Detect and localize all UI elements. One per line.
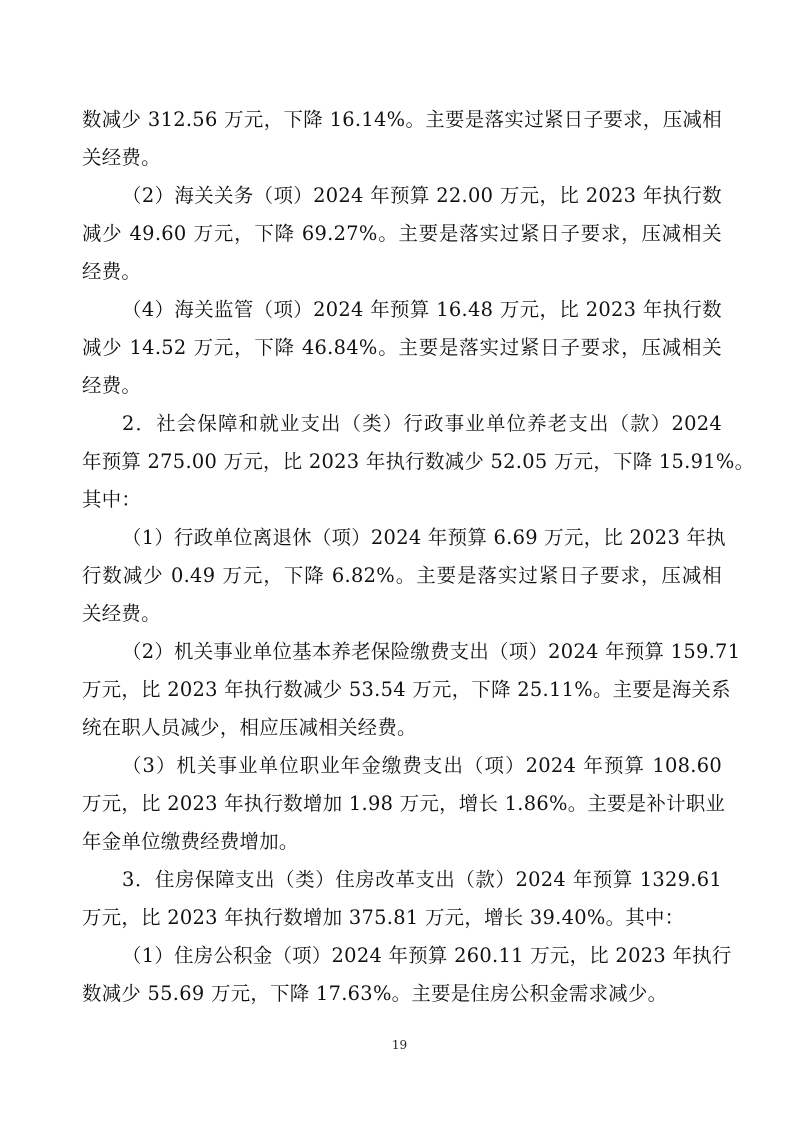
paragraph-line: 关经费。 <box>82 602 161 625</box>
paragraph-line: （2）机关事业单位基本养老保险缴费支出（项）2024 年预算 159.71 <box>122 640 741 663</box>
paragraph-line: 减少 49.60 万元，下降 69.27%。主要是落实过紧日子要求，压减相关 <box>82 222 722 245</box>
paragraph-line: 其中： <box>82 488 142 511</box>
section-heading-line: 3．住房保障支出（类）住房改革支出（款）2024 年预算 1329.61 <box>122 868 722 891</box>
paragraph-line: 减少 14.52 万元，下降 46.84%。主要是落实过紧日子要求，压减相关 <box>82 336 722 359</box>
section-heading-line: 2．社会保障和就业支出（类）行政事业单位养老支出（款）2024 <box>122 412 722 435</box>
paragraph-line: 经费。 <box>82 374 142 397</box>
paragraph-line: 关经费。 <box>82 146 161 169</box>
paragraph-line: 数减少 55.69 万元，下降 17.63%。主要是住房公积金需求减少。 <box>82 982 668 1005</box>
paragraph-line: （1）住房公积金（项）2024 年预算 260.11 万元，比 2023 年执行 <box>122 944 732 967</box>
paragraph-line: 统在职人员减少，相应压减相关经费。 <box>82 716 417 739</box>
paragraph-line: （4）海关监管（项）2024 年预算 16.48 万元，比 2023 年执行数 <box>122 298 722 321</box>
paragraph-line: 经费。 <box>82 260 142 283</box>
paragraph-line: 万元，比 2023 年执行数减少 53.54 万元，下降 25.11%。主要是海关系 <box>82 678 731 701</box>
paragraph-line: 年预算 275.00 万元，比 2023 年执行数减少 52.05 万元，下降 15.91%。 <box>82 450 755 473</box>
paragraph-line: （2）海关关务（项）2024 年预算 22.00 万元，比 2023 年执行数 <box>122 184 722 207</box>
paragraph-line: 万元，比 2023 年执行数增加 375.81 万元，增长 39.40%。其中： <box>82 906 685 929</box>
paragraph-line: 数减少 312.56 万元，下降 16.14%。主要是落实过紧日子要求，压减相 <box>82 108 722 131</box>
page-number: 19 <box>391 1038 408 1052</box>
paragraph-line: （1）行政单位离退休（项）2024 年预算 6.69 万元，比 2023 年执 <box>122 526 726 549</box>
paragraph-line: 年金单位缴费经费增加。 <box>82 830 299 853</box>
paragraph-line: 行数减少 0.49 万元，下降 6.82%。主要是落实过紧日子要求，压减相 <box>82 564 722 587</box>
paragraph-line: （3）机关事业单位职业年金缴费支出（项）2024 年预算 108.60 <box>122 754 722 777</box>
paragraph-line: 万元，比 2023 年执行数增加 1.98 万元，增长 1.86%。主要是补计职业 <box>82 792 726 815</box>
